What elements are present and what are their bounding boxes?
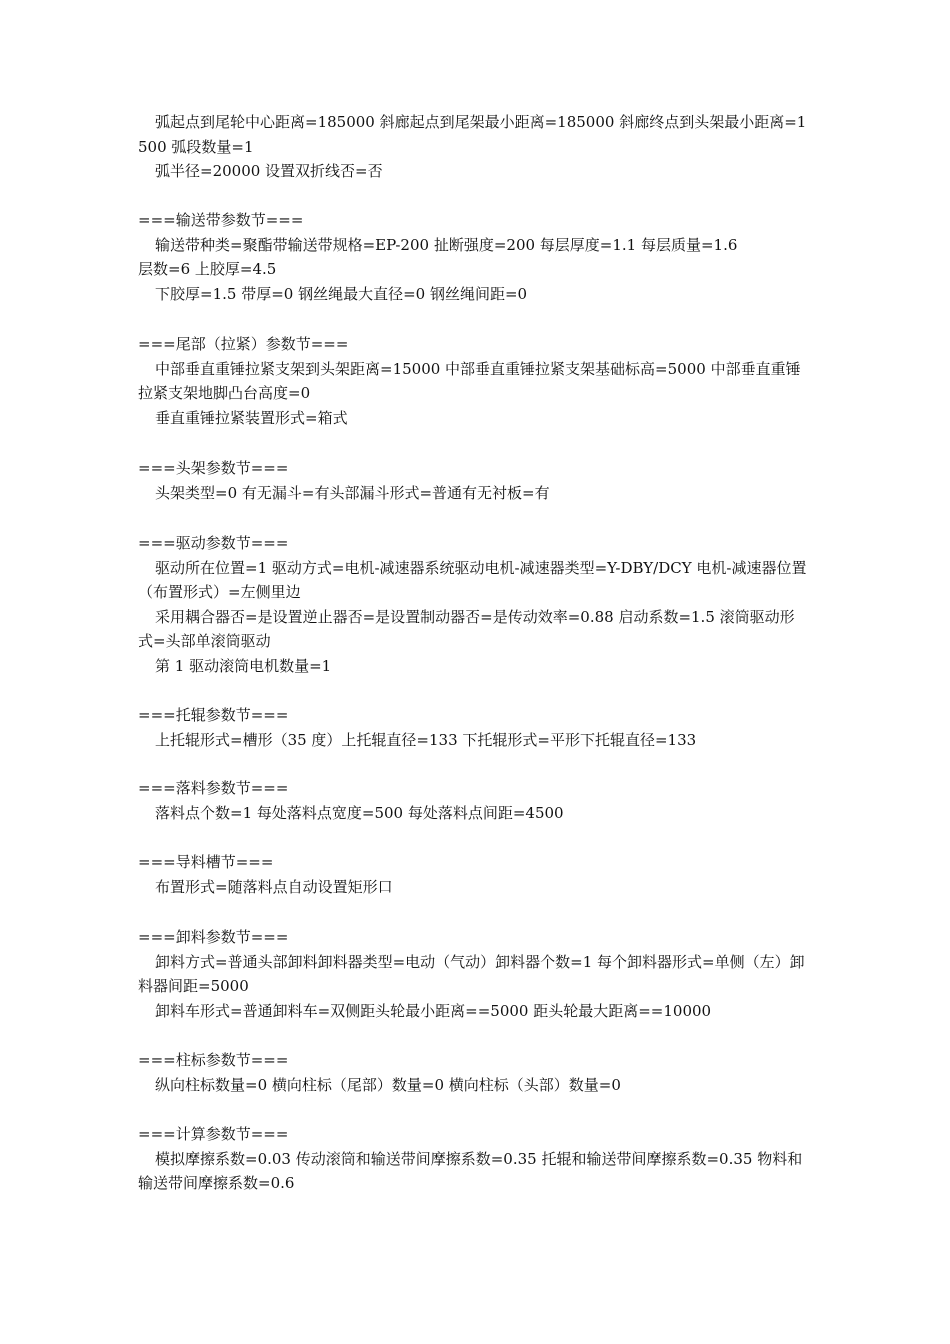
section-columns xyxy=(138,1048,808,1097)
section-head-frame xyxy=(138,456,808,505)
paragraph: 采用耦合器否=是设置逆止器否=是设置制动器否=是传动效率=0.88 启动系数=1.5 滚筒驱动形式=头部单滚筒驱动 xyxy=(138,607,795,650)
section-heading: ===落料参数节=== xyxy=(138,779,289,797)
paragraph: 中部垂直重锤拉紧支架到头架距离=15000 中部垂直重锤拉紧支架基础标高=5000 中部垂直重锤拉紧支架地脚凸台高度=0 xyxy=(138,359,801,402)
paragraph: 第 1 驱动滚筒电机数量=1 xyxy=(155,656,332,675)
paragraph: 弧半径=20000 设置双折线否=否 xyxy=(155,162,383,180)
section-discharge xyxy=(138,925,808,1023)
paragraph: 头架类型=0 有无漏斗=有头部漏斗形式=普通有无衬板=有 xyxy=(155,483,550,502)
paragraph: 纵向柱标数量=0 横向柱标（尾部）数量=0 横向柱标（头部）数量=0 xyxy=(155,1075,621,1094)
paragraph: 模拟摩擦系数=0.03 传动滚筒和输送带间摩擦系数=0.35 托辊和输送带间摩擦系数=0.35 物料和输送带间摩擦系数=0.6 xyxy=(138,1149,803,1192)
section-heading: ===计算参数节=== xyxy=(138,1125,289,1143)
section-heading: ===尾部（拉紧）参数节=== xyxy=(138,335,349,353)
section-heading: ===柱标参数节=== xyxy=(138,1051,289,1069)
paragraph: 弧起点到尾轮中心距离=185000 斜廊起点到尾架最小距离=185000 斜廊终点到头架最小距离=1500 弧段数量=1 xyxy=(138,113,807,156)
section-heading: ===驱动参数节=== xyxy=(138,534,289,552)
section-heading: ===导料槽节=== xyxy=(138,853,274,871)
paragraph: 上托辊形式=槽形（35 度）上托辊直径=133 下托辊形式=平形下托辊直径=133 xyxy=(155,730,697,749)
paragraph: 布置形式=随落料点自动设置矩形口 xyxy=(155,877,393,896)
paragraph: 输送带种类=聚酯带输送带规格=EP-200 扯断强度=200 每层厚度=1.1 每层质量=1.6 xyxy=(155,235,738,254)
section-tail xyxy=(138,332,808,430)
section-heading: ===卸料参数节=== xyxy=(138,928,289,946)
section-belt xyxy=(138,208,808,306)
section-heading: ===头架参数节=== xyxy=(138,459,289,477)
paragraph: 驱动所在位置=1 驱动方式=电机-减速器系统驱动电机-减速器类型=Y-DBY/DCY 电机-减速器位置（布置形式）=左侧里边 xyxy=(138,558,807,601)
intro-block xyxy=(138,110,808,184)
section-chute xyxy=(138,850,808,899)
section-idler xyxy=(138,703,808,752)
paragraph: 落料点个数=1 每处落料点宽度=500 每处落料点间距=4500 xyxy=(155,803,564,822)
paragraph: 层数=6 上胶厚=4.5 xyxy=(138,260,277,278)
section-drive xyxy=(138,531,808,678)
section-heading: ===输送带参数节=== xyxy=(138,211,304,229)
paragraph: 卸料车形式=普通卸料车=双侧距头轮最小距离==5000 距头轮最大距离==10000 xyxy=(155,1001,712,1020)
paragraph: 下胶厚=1.5 带厚=0 钢丝绳最大直径=0 钢丝绳间距=0 xyxy=(155,284,528,303)
paragraph: 卸料方式=普通头部卸料卸料器类型=电动（气动）卸料器个数=1 每个卸料器形式=单侧（左）卸料器间距=5000 xyxy=(138,952,805,995)
section-calc xyxy=(138,1122,808,1196)
section-heading: ===托辊参数节=== xyxy=(138,706,289,724)
section-loading xyxy=(138,776,808,825)
paragraph: 垂直重锤拉紧装置形式=箱式 xyxy=(155,408,348,427)
